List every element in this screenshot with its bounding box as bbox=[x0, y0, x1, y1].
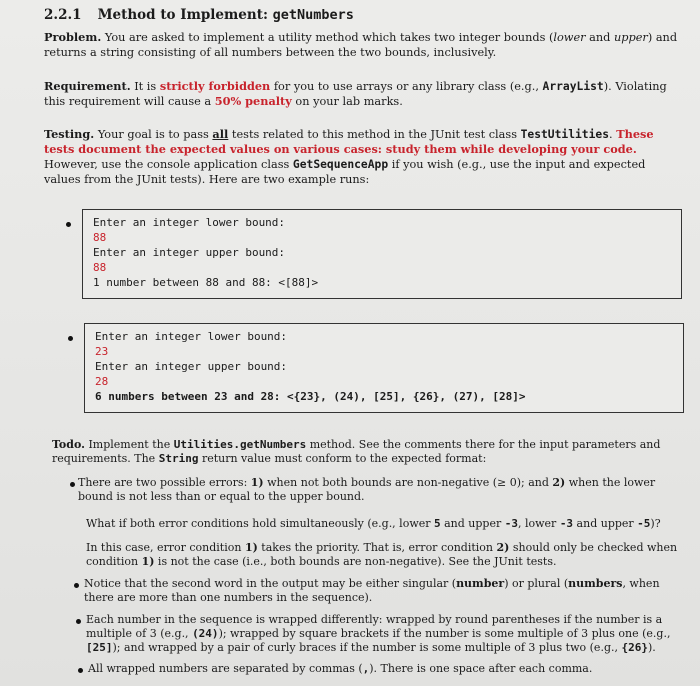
question-m5: -5 bbox=[637, 517, 651, 530]
question-m3b: -3 bbox=[559, 517, 574, 530]
run1-prompt-lower: Enter an integer lower bound: bbox=[93, 216, 286, 229]
problem-text: You are asked to implement a utility method which takes two integer bounds ( bbox=[104, 31, 554, 44]
case-cond3: 1) bbox=[141, 555, 155, 568]
question-end: )? bbox=[650, 517, 661, 530]
section-number: 2.2.1 bbox=[44, 7, 82, 23]
item3-text-3: ); and wrapped by a pair of curly braces if the number is some multiple of 3 plus two (e.g., bbox=[112, 641, 622, 654]
item1-text: There are two possible errors: bbox=[78, 476, 251, 489]
testing-text-2: tests related to this method in the JUnit test class bbox=[228, 128, 521, 141]
bullet-item-1 bbox=[70, 482, 75, 487]
case-text: In this case, error condition bbox=[86, 541, 245, 554]
bullet-run-2 bbox=[68, 336, 73, 341]
todo-method: Utilities.getNumbers bbox=[173, 438, 307, 451]
todo-paragraph bbox=[52, 438, 684, 466]
testing-red-emphasis: These tests document the expected values on various cases: study them while developing your code. bbox=[44, 127, 654, 156]
run1-result: 1 number between 88 and 88: <[88]> bbox=[93, 276, 319, 289]
todo-label: Todo. bbox=[52, 438, 85, 451]
item2-singular: number bbox=[456, 577, 505, 590]
item1-text-2: when not both bounds are non-negative (≥ 0); and bbox=[263, 476, 553, 489]
requirement-text: It is bbox=[134, 80, 160, 93]
bullet-item-3 bbox=[76, 619, 81, 624]
forbidden-emphasis: strictly forbidden bbox=[159, 79, 271, 93]
question-m3: -3 bbox=[504, 517, 518, 530]
section-method-name: getNumbers bbox=[272, 7, 354, 23]
testing-text-4: However, use the console application class bbox=[44, 158, 293, 171]
problem-paragraph bbox=[44, 30, 684, 60]
run2-input-lower: 23 bbox=[95, 345, 109, 358]
item3-example-25: [25] bbox=[86, 641, 113, 654]
requirement-label: Requirement. bbox=[44, 79, 131, 93]
question-text: What if both error conditions hold simultaneously (e.g., lower bbox=[86, 517, 434, 530]
run2-prompt-upper: Enter an integer upper bound: bbox=[95, 360, 288, 373]
upper-term: upper bbox=[614, 31, 648, 44]
question-text-2: and upper bbox=[440, 517, 505, 530]
requirement-paragraph bbox=[44, 79, 684, 109]
penalty-emphasis: 50% penalty bbox=[214, 94, 292, 108]
section-heading bbox=[44, 7, 354, 23]
item3-text-2: ); wrapped by square brackets if the number is some multiple of 3 plus one (e.g., bbox=[218, 627, 671, 640]
case-text-3: should only be checked when condition bbox=[86, 541, 678, 568]
item1-text-3: when the lower bound is not less than or equal to the upper bound. bbox=[78, 476, 656, 503]
item2-plural: numbers bbox=[568, 577, 623, 590]
console-run-2 bbox=[84, 323, 684, 413]
question-text-3: , lower bbox=[517, 517, 560, 530]
testing-text: Your goal is to pass bbox=[97, 128, 213, 141]
bullet-item-4 bbox=[78, 668, 83, 673]
todo-text-3: return value must conform to the expected format: bbox=[198, 452, 487, 465]
bullet-run-1 bbox=[66, 222, 71, 227]
testing-label: Testing. bbox=[44, 127, 95, 141]
todo-string-type: String bbox=[158, 452, 199, 465]
requirement-text-2: for you to use arrays or any library class (e.g., bbox=[270, 80, 543, 93]
run1-input-upper: 88 bbox=[93, 261, 107, 274]
item3-text-4: ). bbox=[647, 641, 656, 654]
item2-text-3: , when there are more than one numbers in the sequence). bbox=[84, 577, 660, 604]
section-title: Method to Implement: bbox=[97, 7, 268, 23]
app-class-name: GetSequenceApp bbox=[292, 158, 389, 171]
test-class-name: TestUtilities bbox=[520, 128, 610, 141]
run2-prompt-lower: Enter an integer lower bound: bbox=[95, 330, 288, 343]
all-emphasis: all bbox=[212, 127, 229, 141]
lower-term: lower bbox=[553, 31, 586, 44]
arraylist-code: ArrayList bbox=[542, 80, 604, 93]
todo-item-3 bbox=[86, 613, 684, 655]
run2-input-upper: 28 bbox=[95, 375, 109, 388]
problem-text-end: ) and returns a string consisting of all numbers between the two bounds, inclusively. bbox=[44, 31, 678, 59]
item4-comma: , bbox=[362, 662, 370, 675]
question-5: 5 bbox=[434, 517, 441, 530]
requirement-text-4: on your lab marks. bbox=[291, 95, 403, 108]
run1-input-lower: 88 bbox=[93, 231, 107, 244]
case-cond2: 2) bbox=[496, 541, 510, 554]
question-text-4: and upper bbox=[573, 517, 638, 530]
item3-text: Each number in the sequence is wrapped differently: wrapped by round parentheses if the number is a multiple of 3 (e.g., bbox=[86, 613, 663, 640]
item2-text: Notice that the second word in the output may be either singular ( bbox=[84, 577, 457, 590]
requirement-text-3: ). Violating this requirement will cause a bbox=[44, 80, 667, 108]
todo-item-4 bbox=[88, 662, 684, 676]
todo-text-2: method. See the comments there for the input parameters and requirements. The bbox=[52, 438, 661, 465]
case-text-4: is not the case (i.e., both bounds are non-negative). See the JUnit tests. bbox=[154, 555, 557, 568]
todo-case-explanation bbox=[86, 541, 686, 569]
run1-prompt-upper: Enter an integer upper bound: bbox=[93, 246, 286, 259]
problem-and: and bbox=[585, 31, 614, 44]
todo-item-2 bbox=[84, 577, 684, 605]
testing-text-3: . bbox=[609, 128, 617, 141]
item1-cond2: 2) bbox=[552, 476, 566, 489]
case-text-2: takes the priority. That is, error condition bbox=[257, 541, 497, 554]
testing-paragraph bbox=[44, 127, 684, 187]
item3-example-26: {26} bbox=[621, 641, 648, 654]
testing-text-5: if you wish (e.g., use the input and expected values from the JUnit tests). Here are two example runs: bbox=[44, 158, 646, 186]
todo-text: Implement the bbox=[88, 438, 174, 451]
bullet-item-2 bbox=[74, 583, 79, 588]
case-cond1: 1) bbox=[244, 541, 258, 554]
problem-label: Problem. bbox=[44, 30, 102, 44]
item4-text: All wrapped numbers are separated by commas ( bbox=[88, 662, 363, 675]
todo-question bbox=[86, 517, 686, 531]
item3-example-24: (24) bbox=[192, 627, 219, 640]
console-run-1 bbox=[82, 209, 682, 299]
item1-cond1: 1) bbox=[250, 476, 264, 489]
item4-text-2: ). There is one space after each comma. bbox=[369, 662, 593, 675]
todo-item-1 bbox=[78, 476, 683, 504]
run2-result: 6 numbers between 23 and 28: <{23}, (24), [25], {26}, (27), [28]> bbox=[95, 390, 526, 403]
item2-text-2: ) or plural ( bbox=[504, 577, 569, 590]
